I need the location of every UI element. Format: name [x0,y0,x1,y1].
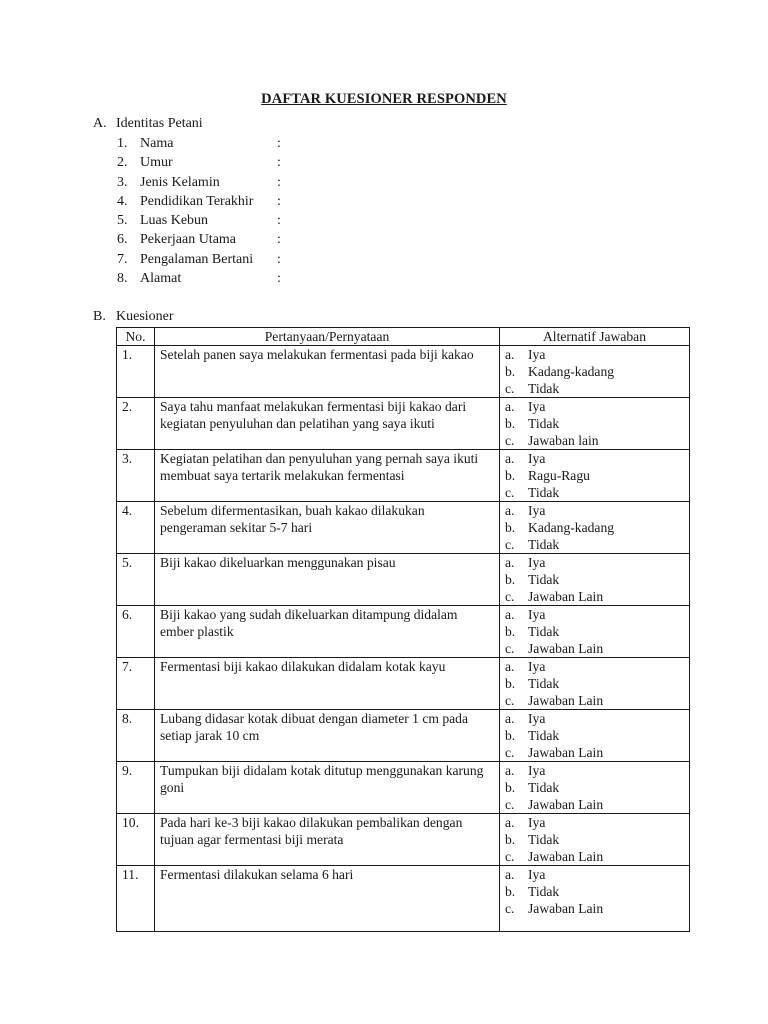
answer-options [500,866,690,932]
section-a-heading [93,114,203,133]
option-letter: a. [505,451,515,466]
question-number: 7. [117,658,155,710]
option-letter: b. [505,468,516,483]
option-letter: b. [505,884,516,899]
identity-label: Umur [140,155,173,171]
option-text: Iya [528,763,546,778]
option-text: Iya [528,347,546,362]
header-question: Pertanyaan/Pernyataan [155,328,500,346]
option-letter: c. [505,537,515,552]
question-text: Biji kakao yang sudah dikeluarkan ditampung didalam ember plastik [155,606,500,658]
answer-options [500,502,690,554]
answer-option[interactable] [505,710,684,727]
table-row [117,658,690,710]
option-letter: c. [505,485,515,500]
answer-option[interactable] [505,467,684,484]
option-text: Iya [528,867,546,882]
identity-answer-field[interactable]: : [277,213,281,229]
section-a-title: Identitas Petani [116,116,203,131]
answer-option[interactable] [505,727,684,744]
question-number: 6. [117,606,155,658]
option-letter: a. [505,555,515,570]
questionnaire-table [116,327,690,932]
table-row [117,502,690,554]
question-number: 11. [117,866,155,932]
question-text: Fermentasi biji kakao dilakukan didalam kotak kayu [155,658,500,710]
option-letter: c. [505,693,515,708]
answer-option[interactable] [505,675,684,692]
option-letter: c. [505,433,515,448]
answer-option[interactable] [505,796,684,813]
answer-options [500,450,690,502]
identity-label: Jenis Kelamin [140,174,220,190]
answer-option[interactable] [505,814,684,831]
option-text: Tidak [528,676,560,691]
option-text: Iya [528,607,546,622]
question-text: Sebelum difermentasikan, buah kakao dilakukan pengeraman sekitar 5-7 hari [155,502,500,554]
question-text: Fermentasi dilakukan selama 6 hari [155,866,500,932]
table-row [117,346,690,398]
answer-option[interactable] [505,588,684,605]
answer-options [500,814,690,866]
table-row [117,450,690,502]
question-number: 2. [117,398,155,450]
answer-option[interactable] [505,692,684,709]
identity-label: Alamat [140,271,182,287]
identity-answer-field[interactable]: : [277,251,281,267]
option-text: Tidak [528,832,560,847]
table-row [117,398,690,450]
identity-number: 6. [117,232,128,248]
answer-option[interactable] [505,866,684,883]
option-text: Tidak [528,728,560,743]
answer-option[interactable] [505,883,684,900]
answer-option[interactable] [505,432,684,449]
option-letter: a. [505,815,515,830]
answer-option[interactable] [505,900,684,917]
question-text: Tumpukan biji didalam kotak ditutup menggunakan karung goni [155,762,500,814]
table-header-row [117,328,690,346]
header-no: No. [117,328,155,346]
option-letter: b. [505,364,516,379]
identity-number: 4. [117,193,128,209]
answer-option[interactable] [505,762,684,779]
option-letter: b. [505,624,516,639]
option-text: Jawaban Lain [528,745,604,760]
identity-row [117,269,281,288]
section-a-letter: A. [93,116,107,131]
option-text: Tidak [528,485,560,500]
table-row [117,606,690,658]
question-text: Saya tahu manfaat melakukan fermentasi biji kakao dari kegiatan penyuluhan dan pelatihan yang saya ikuti [155,398,500,450]
answer-option[interactable] [505,363,684,380]
answer-option[interactable] [505,623,684,640]
question-number: 4. [117,502,155,554]
option-text: Jawaban Lain [528,797,604,812]
identity-row [117,250,281,269]
option-letter: c. [505,381,515,396]
page-title: DAFTAR KUESIONER RESPONDEN [261,91,507,107]
identity-number: 7. [117,251,128,267]
identity-answer-field[interactable]: : [277,155,281,171]
answer-options [500,658,690,710]
answer-options [500,346,690,398]
question-number: 8. [117,710,155,762]
option-letter: b. [505,416,516,431]
table-row [117,814,690,866]
identity-number: 2. [117,155,128,171]
option-text: Iya [528,815,546,830]
identity-number: 3. [117,174,128,190]
identity-label: Pekerjaan Utama [140,232,237,248]
option-letter: c. [505,849,515,864]
answer-option[interactable] [505,536,684,553]
option-letter: c. [505,901,515,916]
identity-row [117,134,281,153]
table-row [117,866,690,932]
answer-options [500,762,690,814]
option-letter: b. [505,520,516,535]
question-text: Biji kakao dikeluarkan menggunakan pisau [155,554,500,606]
option-letter: a. [505,763,515,778]
table-row [117,710,690,762]
option-letter: c. [505,797,515,812]
table-row [117,554,690,606]
option-text: Tidak [528,780,560,795]
answer-option[interactable] [505,484,684,501]
option-text: Iya [528,711,546,726]
option-letter: a. [505,867,515,882]
answer-option[interactable] [505,519,684,536]
question-text: Pada hari ke-3 biji kakao dilakukan pembalikan dengan tujuan agar fermentasi biji merata [155,814,500,866]
identity-row [117,173,281,192]
option-text: Jawaban Lain [528,693,604,708]
identity-label: Pengalaman Bertani [140,251,254,267]
question-number: 9. [117,762,155,814]
option-text: Jawaban Lain [528,849,604,864]
identity-number: 8. [117,271,128,287]
option-text: Jawaban lain [528,433,599,448]
answer-option[interactable] [505,415,684,432]
option-text: Iya [528,659,546,674]
option-letter: b. [505,572,516,587]
option-text: Iya [528,451,546,466]
answer-options [500,606,690,658]
option-letter: c. [505,589,515,604]
answer-option[interactable] [505,744,684,761]
option-text: Tidak [528,624,560,639]
answer-option[interactable] [505,450,684,467]
header-answers: Alternatif Jawaban [500,328,690,346]
answer-option[interactable] [505,502,684,519]
answer-options [500,710,690,762]
option-text: Jawaban Lain [528,589,604,604]
identity-answer-field[interactable]: : [277,193,281,209]
option-letter: a. [505,711,515,726]
answer-option[interactable] [505,398,684,415]
identity-row [117,230,281,249]
section-b-title: Kuesioner [116,309,174,324]
option-letter: b. [505,728,516,743]
answer-option[interactable] [505,658,684,675]
answer-option[interactable] [505,554,684,571]
answer-option[interactable] [505,380,684,397]
identity-label: Luas Kebun [140,213,209,229]
question-number: 10. [117,814,155,866]
option-letter: a. [505,659,515,674]
option-text: Ragu-Ragu [528,468,590,483]
question-text: Lubang didasar kotak dibuat dengan diameter 1 cm pada setiap jarak 10 cm [155,710,500,762]
section-b-heading [93,307,174,326]
identity-list [117,134,281,288]
option-text: Iya [528,399,546,414]
answer-option[interactable] [505,848,684,865]
identity-row [117,153,281,172]
identity-answer-field[interactable]: : [277,232,281,248]
answer-option[interactable] [505,606,684,623]
answer-option[interactable] [505,346,684,363]
table-row [117,762,690,814]
answer-options [500,554,690,606]
identity-answer-field[interactable]: : [277,271,281,287]
option-letter: b. [505,676,516,691]
identity-label: Pendidikan Terakhir [140,193,254,209]
question-text: Kegiatan pelatihan dan penyuluhan yang pernah saya ikuti membuat saya tertarik melakukan fermentasi [155,450,500,502]
option-text: Jawaban Lain [528,641,604,656]
identity-number: 1. [117,136,128,151]
option-letter: b. [505,780,516,795]
question-number: 1. [117,346,155,398]
option-letter: a. [505,607,515,622]
option-text: Tidak [528,884,560,899]
question-text: Setelah panen saya melakukan fermentasi pada biji kakao [155,346,500,398]
answer-option[interactable] [505,779,684,796]
option-text: Iya [528,503,546,518]
identity-answer-field[interactable]: : [277,174,281,190]
identity-row [117,192,281,211]
option-letter: a. [505,347,515,362]
option-text: Tidak [528,572,560,587]
option-text: Iya [528,555,546,570]
option-text: Tidak [528,381,560,396]
answer-option[interactable] [505,831,684,848]
option-letter: c. [505,745,515,760]
identity-answer-field[interactable]: : [277,136,281,151]
answer-option[interactable] [505,571,684,588]
option-letter: a. [505,503,515,518]
option-text: Jawaban Lain [528,901,604,916]
answer-options [500,398,690,450]
identity-number: 5. [117,213,128,229]
question-number: 3. [117,450,155,502]
questionnaire-body [117,346,690,932]
identity-row [117,211,281,230]
question-number: 5. [117,554,155,606]
option-letter: a. [505,399,515,414]
answer-option[interactable] [505,640,684,657]
option-text: Kadang-kadang [528,364,615,379]
option-letter: c. [505,641,515,656]
option-text: Kadang-kadang [528,520,615,535]
option-text: Tidak [528,416,560,431]
option-text: Tidak [528,537,560,552]
section-b-letter: B. [93,309,106,324]
option-letter: b. [505,832,516,847]
identity-label: Nama [140,136,174,151]
